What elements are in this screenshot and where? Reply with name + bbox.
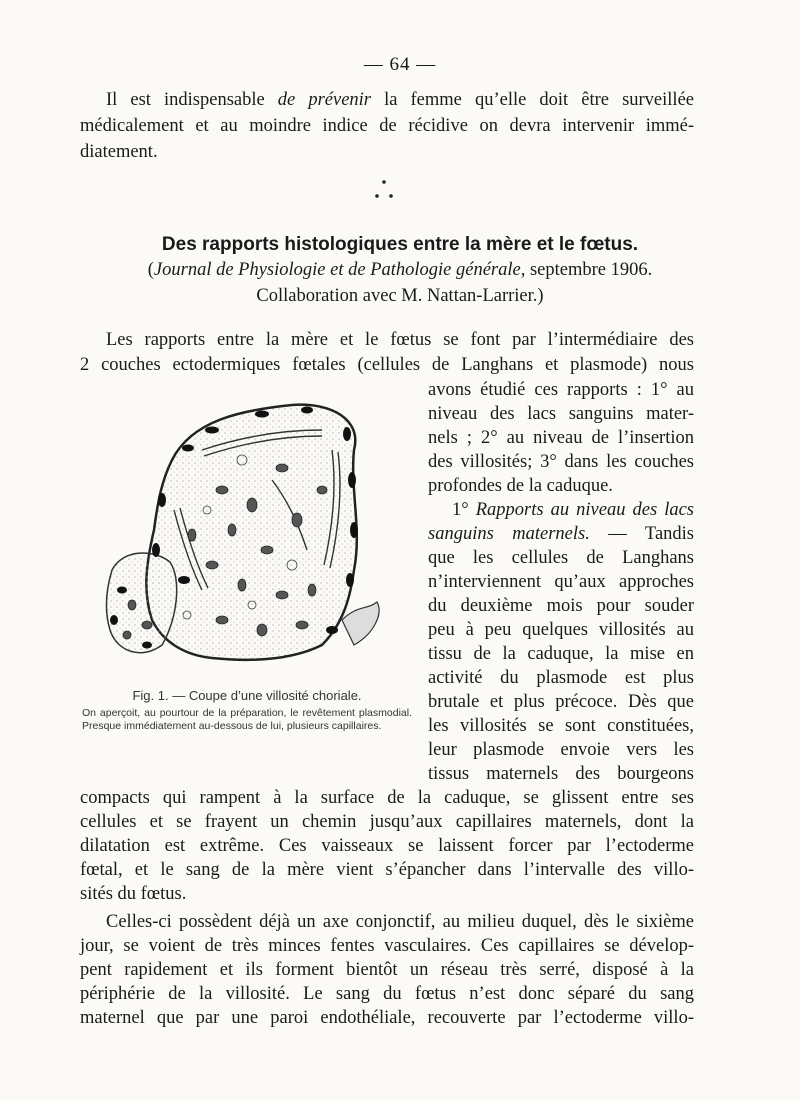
body-line-full: jour, se voient de très minces fentes vasculaires. Ces capillaires se dévelop- bbox=[80, 936, 694, 956]
source-date: septembre 1906. bbox=[525, 260, 653, 280]
body-line-right: n’interviennent qu’aux approches bbox=[428, 572, 694, 592]
body-line-full: 2 couches ectodermiques fœtales (cellules de Langhans et plasmode) nous bbox=[80, 355, 694, 375]
body-line-full: cellules et se frayent un chemin jusqu’aux capillaires maternels, dont la bbox=[80, 812, 694, 832]
body-line-right: du deuxième mois pour souder bbox=[428, 596, 694, 616]
intro-line-3: diatement. bbox=[80, 142, 158, 162]
body-line-right: nels ; 2° au niveau de l’insertion bbox=[428, 428, 694, 448]
body-line-full: sités du fœtus. bbox=[80, 884, 187, 904]
body-line-full: fœtal, et le sang de la mère vient s’épancher dans l’intervalle des villo- bbox=[80, 860, 694, 880]
figure-caption-title: Fig. 1. — Coupe d’une villosité choriale. bbox=[132, 688, 362, 703]
section-source bbox=[0, 260, 800, 281]
source-paren: ( bbox=[147, 260, 154, 280]
section-title: Des rapports histologiques entre la mère et le fœtus. bbox=[161, 234, 639, 255]
journal-name: Journal de Physiologie et de Pathologie générale, bbox=[153, 260, 526, 280]
subsection-title-b: sanguins maternels. bbox=[428, 524, 590, 544]
section-collaboration: Collaboration avec M. Nattan-Larrier.) bbox=[256, 286, 544, 306]
asterism-divider bbox=[372, 176, 396, 204]
intro-emphasis: de prévenir bbox=[277, 90, 372, 110]
body-line-right: des villosités; 3° dans les couches bbox=[428, 452, 694, 472]
intro-line-2: médicalement et au moindre indice de récidive on devra intervenir immé- bbox=[80, 116, 694, 136]
body-line-full: Celles-ci possèdent déjà un axe conjonctif, au milieu duquel, dès le sixième bbox=[106, 912, 694, 932]
body-line-right: profondes de la caduque. bbox=[428, 476, 613, 496]
subsection-line-2 bbox=[428, 522, 694, 547]
body-line-right: leur plasmode envoie vers les bbox=[428, 740, 694, 760]
body-line-full: dilatation est extrême. Ces vaisseaux se laissent forcer par l’ectoderme bbox=[80, 836, 694, 856]
intro-text-a: Il est indispensable bbox=[106, 90, 278, 110]
subsection-text: — Tandis bbox=[589, 524, 694, 544]
subsection-line-1 bbox=[452, 498, 694, 523]
body-line-right: que les cellules de Langhans bbox=[428, 548, 694, 568]
intro-line-1 bbox=[106, 88, 694, 113]
page-number: — 64 — bbox=[363, 54, 437, 75]
body-line-right: tissus maternels des bourgeons bbox=[428, 764, 694, 784]
body-line-right: brutale et plus précoce. Dès que bbox=[428, 692, 694, 712]
body-line-full: maternel que par une paroi endothéliale, recouverte par l’ectoderme villo- bbox=[80, 1008, 694, 1028]
body-line-full: Les rapports entre la mère et le fœtus se font par l’intermédiaire des bbox=[106, 330, 694, 350]
subsection-number: 1° bbox=[452, 500, 476, 520]
intro-text-b: la femme qu’elle doit être surveillée bbox=[371, 90, 694, 110]
body-line-full: compacts qui rampent à la surface de la caduque, se glissent entre ses bbox=[80, 788, 694, 808]
body-line-full: périphérie de la villosité. Le sang du fœtus n’est donc séparé du sang bbox=[80, 984, 694, 1004]
body-line-right: avons étudié ces rapports : 1° au bbox=[428, 380, 694, 400]
body-line-right: les villosités se sont constituées, bbox=[428, 716, 694, 736]
body-line-right: tissu de la caduque, la mise en bbox=[428, 644, 694, 664]
body-line-right: peu à peu quelques villosités au bbox=[428, 620, 694, 640]
body-line-right: niveau des lacs sanguins mater- bbox=[428, 404, 694, 424]
body-line-full: pent rapidement et ils forment bientôt un réseau très serré, disposé à la bbox=[80, 960, 694, 980]
subsection-title-a: Rapports au niveau des lacs bbox=[475, 500, 694, 520]
body-line-right: activité du plasmode est plus bbox=[428, 668, 694, 688]
histology-illustration bbox=[92, 390, 402, 680]
figure-caption-text: On aperçoit, au pourtour de la préparation, le revêtement plasmodial. Presque immédiatement au-dessous de lui, plusieurs capillaires. bbox=[82, 707, 412, 732]
